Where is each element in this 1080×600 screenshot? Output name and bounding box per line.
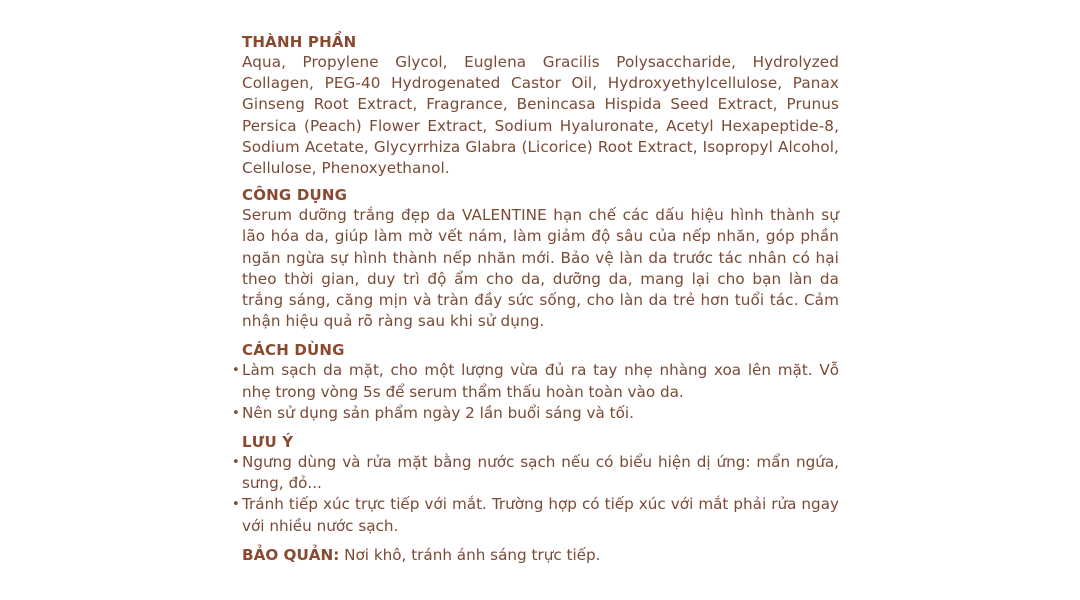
benefits-text: Serum dưỡng trắng đẹp da VALENTINE hạn chế các dấu hiệu hình thành sự lão hóa da, giúp làm mờ vết nám, làm giảm độ sâu của nếp nhăn, góp phần ngăn ngừa sự hình thành nếp nhăn mới. Bảo vệ làn da trước tác nhân có hại theo thời gian, duy trì độ ẩm cho da, dưỡng da, mang lại cho bạn làn da trắng sáng, căng mịn và tràn đầy sức sống, cho làn da trẻ hơn tuổi tác. Cảm nhận hiệu quả rõ ràng sau khi sử dụng. — [242, 206, 839, 331]
storage-label: BẢO QUẢN: — [242, 545, 340, 564]
list-item — [232, 403, 839, 424]
storage-section — [242, 545, 839, 566]
notes-item-text: Tránh tiếp xúc trực tiếp với mắt. Trường hợp có tiếp xúc với mắt phải rửa ngay với nhiều nước sạch. — [242, 495, 839, 535]
bullet-icon: • — [232, 405, 240, 421]
benefits-section — [242, 185, 839, 332]
list-item — [232, 360, 839, 402]
usage-item-text: Nên sử dụng sản phẩm ngày 2 lần buổi sáng và tối. — [242, 403, 634, 422]
bullet-icon: • — [232, 455, 240, 471]
usage-item-text: Làm sạch da mặt, cho một lượng vừa đủ ra tay nhẹ nhàng xoa lên mặt. Vỗ nhẹ trong vòng 5s để serum thẩm thấu hoàn toàn vào da. — [242, 361, 839, 401]
benefits-heading: CÔNG DỤNG — [242, 186, 348, 205]
bullet-icon: • — [232, 363, 240, 379]
usage-heading: CÁCH DÙNG — [242, 341, 345, 360]
list-item — [232, 452, 839, 494]
product-info-document — [232, 32, 839, 566]
ingredients-heading: THÀNH PHẦN — [242, 33, 357, 51]
list-item — [232, 494, 839, 536]
notes-heading: LƯU Ý — [242, 433, 294, 452]
storage-text: Nơi khô, tránh ánh sáng trực tiếp. — [339, 545, 601, 564]
usage-list — [232, 360, 839, 424]
notes-list — [232, 452, 839, 537]
notes-item-text: Ngưng dùng và rửa mặt bằng nước sạch nếu có biểu hiện dị ứng: mẩn ngứa, sưng, đỏ... — [242, 453, 839, 493]
notes-section — [232, 432, 839, 537]
ingredients-text: Aqua, Propylene Glycol, Euglena Gracilis Polysaccharide, Hydrolyzed Collagen, PEG-40 Hydrogenated Castor Oil, Hydroxyethylcellulose, Panax Ginseng Root Extract, Fragrance, Benincasa Hispida Seed Extract, Prunus Persica (Peach) Flower Extract, Sodium Hyaluronate, Acetyl Hexapeptide-8, Sodium Acetate, Glycyrrhiza Glabra (Licorice) Root Extract, Isopropyl Alcohol, Cellulose, Phenoxyethanol. — [242, 53, 839, 178]
ingredients-section — [242, 32, 839, 179]
bullet-icon: • — [232, 497, 240, 513]
usage-section — [232, 340, 839, 424]
